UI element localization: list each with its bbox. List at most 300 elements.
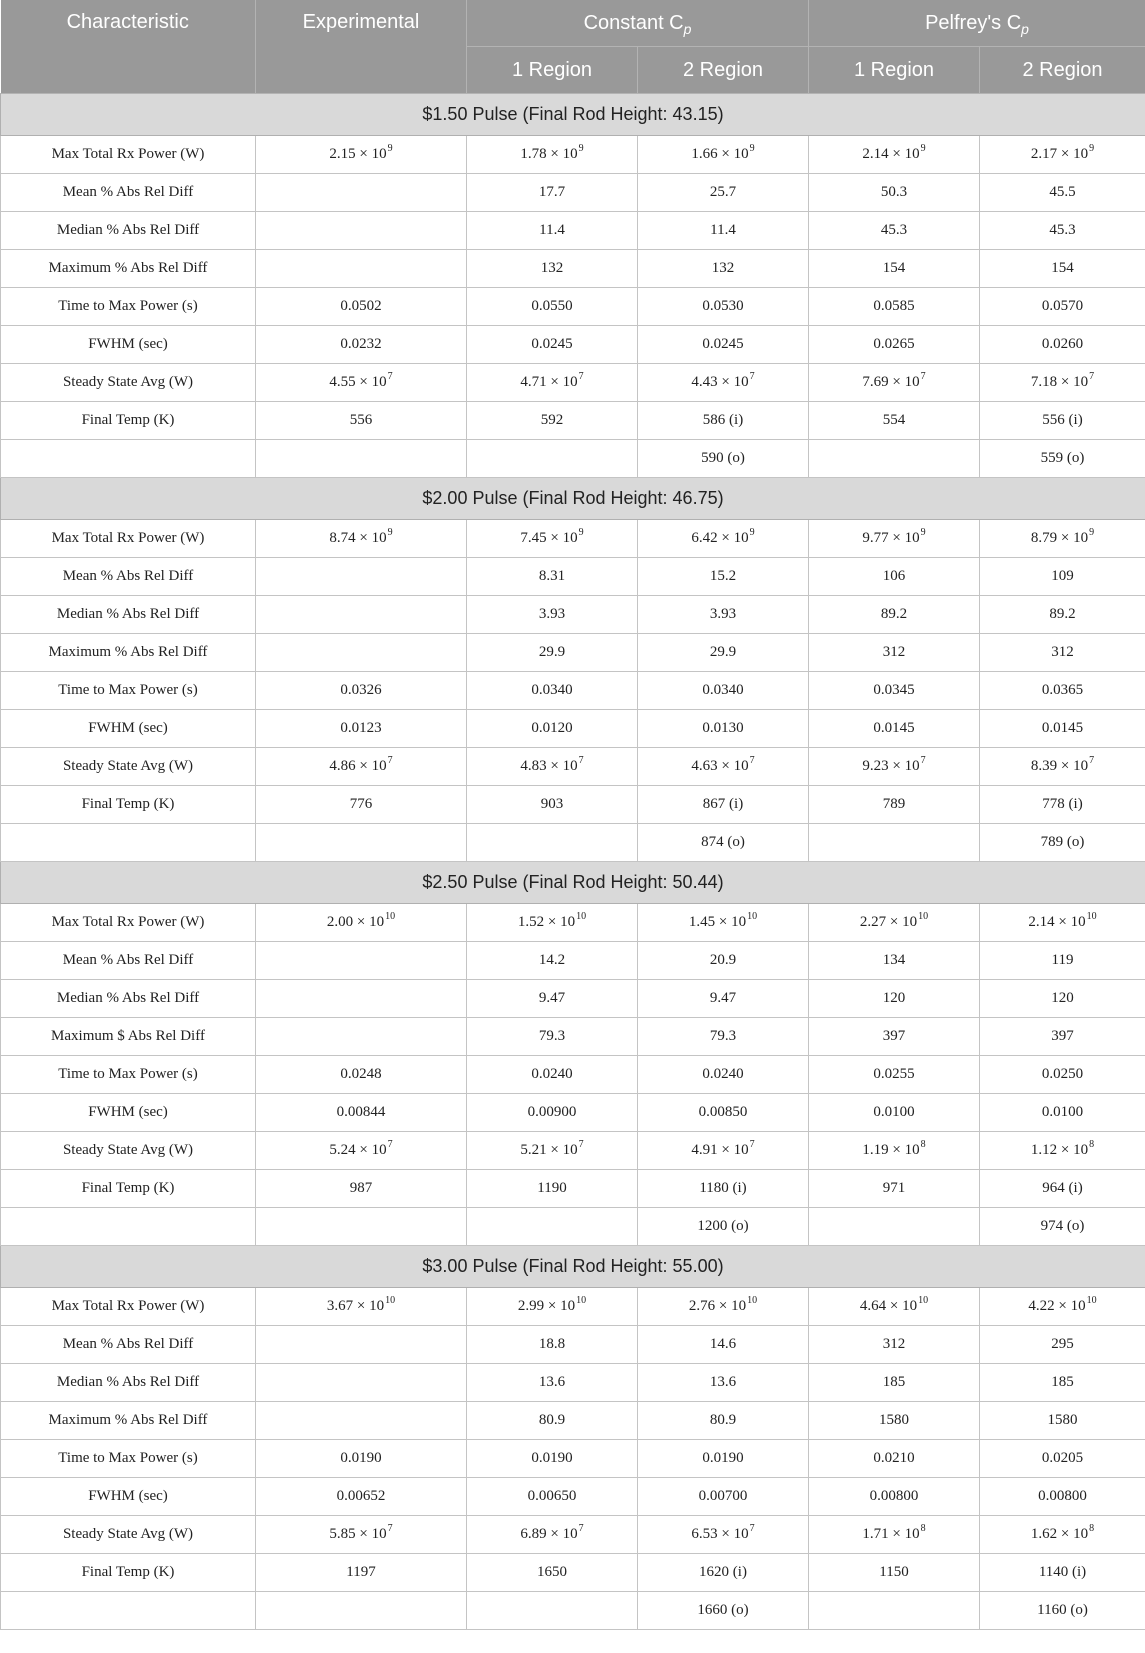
table-cell [256,1402,467,1440]
cell-value: 4.86 × 10 [329,758,387,774]
table-cell [467,672,638,710]
table-cell [809,1094,980,1132]
cell-exponent: 7 [578,1139,584,1150]
table-cell [467,1516,638,1554]
section-title: $2.50 Pulse (Final Rod Height: 50.44) [1,862,1145,904]
cell-value: 0.0365 [1041,682,1084,698]
table-row [1,1554,1145,1592]
cell-value: 89.2 [880,606,908,622]
cell-exponent: 7 [387,755,393,766]
cell-value: 8.74 × 10 [329,530,387,546]
table-row [1,1440,1145,1478]
cell-value: 1197 [346,1564,376,1580]
table-cell [980,250,1145,288]
cell-value: 5.21 × 10 [520,1142,578,1158]
cell-value: 9.77 × 10 [862,530,920,546]
table-cell [467,1132,638,1170]
table-cell [256,364,467,402]
cell-exponent: 9 [920,143,926,154]
section-title: $3.00 Pulse (Final Rod Height: 55.00) [1,1246,1145,1288]
table-cell [256,1554,467,1592]
table-cell [256,634,467,672]
table-cell [809,402,980,440]
table-row [1,1516,1145,1554]
header-constant-2-region: 2 Region [638,47,809,94]
cell-value: 8.31 [538,568,566,584]
row-label: Steady State Avg (W) [1,364,256,402]
cell-value: 13.6 [709,1374,737,1390]
table-row [1,634,1145,672]
table-cell [638,786,809,824]
table-row [1,288,1145,326]
cell-value: 0.0326 [340,682,382,698]
row-label: Final Temp (K) [1,402,256,440]
cell-exponent: 7 [749,371,755,382]
cell-value: 0.0145 [1041,720,1084,736]
cell-value: 0.0250 [1041,1066,1084,1082]
cell-value: 1.12 × 10 [1030,1142,1089,1158]
cell-value: 25.7 [709,184,737,200]
table-cell [809,904,980,942]
cell-value: 8.79 × 10 [1030,530,1089,546]
row-label: Steady State Avg (W) [1,1132,256,1170]
table-cell [256,824,467,862]
cell-value: 5.24 × 10 [329,1142,387,1158]
table-cell [256,1170,467,1208]
table-cell [467,136,638,174]
table-cell [467,174,638,212]
table-cell [467,250,638,288]
table-cell [256,748,467,786]
table-cell [467,942,638,980]
table-cell [256,440,467,478]
cell-value: 4.71 × 10 [520,374,578,390]
cell-value: 0.0570 [1041,298,1084,314]
table-cell [467,824,638,862]
table-cell [980,1132,1145,1170]
cell-value: 971 [882,1180,906,1196]
table-cell [467,212,638,250]
cell-value: 185 [882,1374,906,1390]
table-cell [467,1554,638,1592]
table-cell [256,558,467,596]
cell-value: 867 (i) [702,796,744,812]
section-row [1,94,1145,136]
row-label: Maximum % Abs Rel Diff [1,634,256,672]
table-cell [256,710,467,748]
table-cell [256,1516,467,1554]
table-cell [980,1288,1145,1326]
cell-value: 0.0248 [340,1066,382,1082]
cell-value: 0.0255 [873,1066,915,1082]
cell-value: 0.0205 [1041,1450,1084,1466]
cell-exponent: 10 [385,1295,396,1306]
table-cell [980,1440,1145,1478]
table-cell [980,596,1145,634]
table-cell [467,520,638,558]
table-cell [980,1592,1145,1630]
table-cell [809,1208,980,1246]
cell-value: 4.64 × 10 [859,1298,918,1314]
cell-value: 2.17 × 10 [1030,146,1089,162]
table-row [1,1094,1145,1132]
table-cell [256,250,467,288]
cell-value: 312 [882,1336,906,1352]
cell-value: 120 [1051,990,1074,1006]
cell-exponent: 10 [747,1295,758,1306]
table-cell [638,558,809,596]
cell-value: 45.3 [880,222,908,238]
cell-value: 18.8 [538,1336,566,1352]
table-cell [809,786,980,824]
table-cell [467,364,638,402]
table-cell [256,1018,467,1056]
cell-value: 874 (o) [701,834,745,850]
cell-value: 397 [1051,1028,1074,1044]
cell-exponent: 8 [920,1139,926,1150]
row-label: Max Total Rx Power (W) [1,904,256,942]
cell-value: 4.91 × 10 [691,1142,749,1158]
table-cell [256,672,467,710]
cell-exponent: 8 [920,1523,926,1534]
row-label: Mean % Abs Rel Diff [1,174,256,212]
cell-value: 109 [1051,568,1074,584]
table-row [1,174,1145,212]
table-cell [256,1440,467,1478]
table-cell [638,904,809,942]
table-cell [467,634,638,672]
cell-value: 0.0145 [873,720,915,736]
row-label [1,440,256,478]
cell-value: 0.0120 [531,720,573,736]
cell-value: 1150 [879,1564,909,1580]
cell-value: 0.0190 [340,1450,382,1466]
cell-value: 590 (o) [701,450,745,466]
row-label [1,1592,256,1630]
row-label: Mean % Abs Rel Diff [1,558,256,596]
section-row [1,478,1145,520]
header-experimental: Experimental [256,0,467,94]
cell-value: 0.00800 [1038,1488,1087,1504]
section-row [1,862,1145,904]
table-cell [980,1516,1145,1554]
table-cell [980,326,1145,364]
table-cell [256,1288,467,1326]
cell-value: 397 [882,1028,906,1044]
table-row [1,364,1145,402]
table-cell [809,1364,980,1402]
cell-value: 0.00800 [869,1488,919,1504]
cell-value: 2.76 × 10 [688,1298,747,1314]
table-cell [980,1554,1145,1592]
cell-value: 0.0585 [873,298,915,314]
table-cell [638,1592,809,1630]
table-row [1,212,1145,250]
table-cell [638,288,809,326]
table-cell [809,520,980,558]
cell-value: 13.6 [538,1374,566,1390]
cell-exponent: 7 [387,1139,393,1150]
table-row [1,1170,1145,1208]
table-cell [467,402,638,440]
cell-exponent: 7 [578,371,584,382]
table-cell [467,558,638,596]
cell-value: 89.2 [1049,606,1076,622]
row-label [1,824,256,862]
cell-value: 2.14 × 10 [1028,914,1086,930]
table-cell [980,980,1145,1018]
row-label: FWHM (sec) [1,326,256,364]
row-label: Time to Max Power (s) [1,672,256,710]
table-cell [809,1592,980,1630]
cell-value: 134 [882,952,906,968]
table-cell [467,1402,638,1440]
cell-exponent: 10 [918,911,929,922]
cell-value: 7.45 × 10 [520,530,578,546]
table-cell [256,786,467,824]
table-cell [809,1440,980,1478]
cell-value: 2.14 × 10 [862,146,920,162]
header-pelfrey-2-region: 2 Region [980,47,1145,94]
table-cell [809,1478,980,1516]
table-cell [467,710,638,748]
table-cell [980,402,1145,440]
cell-value: 15.2 [709,568,737,584]
table-cell [638,1326,809,1364]
cell-exponent: 9 [1089,527,1095,538]
section-title: $2.00 Pulse (Final Rod Height: 46.75) [1,478,1145,520]
cell-value: 2.27 × 10 [859,914,918,930]
table-cell [467,288,638,326]
row-label: FWHM (sec) [1,1094,256,1132]
cell-value: 0.0260 [1041,336,1084,352]
cell-value: 0.0265 [873,336,915,352]
table-cell [467,596,638,634]
cell-value: 4.22 × 10 [1028,1298,1086,1314]
table-cell [980,634,1145,672]
table-cell [809,212,980,250]
cell-value: 0.0190 [531,1450,573,1466]
cell-exponent: 7 [578,755,584,766]
cell-exponent: 7 [749,1139,755,1150]
cell-exponent: 7 [387,371,393,382]
table-row [1,1402,1145,1440]
table-cell [980,1208,1145,1246]
table-cell [467,1326,638,1364]
row-label: Mean % Abs Rel Diff [1,942,256,980]
cell-value: 1200 (o) [697,1218,749,1234]
table-cell [638,1402,809,1440]
table-cell [809,1516,980,1554]
cell-exponent: 10 [385,911,396,922]
row-label: Median % Abs Rel Diff [1,212,256,250]
cell-value: 7.18 × 10 [1030,374,1089,390]
cell-exponent: 10 [1086,911,1097,922]
table-row [1,558,1145,596]
table-row [1,1592,1145,1630]
table-cell [467,440,638,478]
table-cell [638,1208,809,1246]
cell-value: 0.0550 [531,298,573,314]
table-cell [467,980,638,1018]
cell-value: 132 [540,260,564,276]
cell-value: 0.0530 [702,298,744,314]
table-cell [809,136,980,174]
table-cell [980,364,1145,402]
table-row [1,1208,1145,1246]
table-cell [638,440,809,478]
table-row [1,710,1145,748]
cell-value: 50.3 [880,184,908,200]
table-cell [809,288,980,326]
cell-value: 79.3 [709,1028,737,1044]
row-label [1,1208,256,1246]
table-cell [809,1170,980,1208]
cell-value: 1180 (i) [699,1180,747,1196]
table-cell [638,1056,809,1094]
row-label: Max Total Rx Power (W) [1,520,256,558]
table-cell [638,980,809,1018]
cell-value: 0.0340 [531,682,573,698]
table-cell [256,596,467,634]
table-cell [256,1056,467,1094]
cell-value: 1.66 × 10 [691,146,749,162]
cell-value: 14.6 [709,1336,737,1352]
cell-value: 1.52 × 10 [517,914,576,930]
table-cell [467,1478,638,1516]
cell-value: 4.83 × 10 [520,758,578,774]
table-cell [256,942,467,980]
row-label: Maximum % Abs Rel Diff [1,250,256,288]
table-cell [980,824,1145,862]
cell-exponent: 9 [1089,143,1095,154]
table-cell [809,672,980,710]
cell-value: 0.0100 [873,1104,915,1120]
table-cell [980,174,1145,212]
table-cell [467,1364,638,1402]
table-cell [638,1132,809,1170]
row-label: Final Temp (K) [1,786,256,824]
table-cell [638,1288,809,1326]
cell-value: 106 [882,568,906,584]
table-cell [638,942,809,980]
table-cell [638,1018,809,1056]
table-row [1,672,1145,710]
cell-value: 1580 [879,1412,910,1428]
cell-value: 1620 (i) [699,1564,747,1580]
table-row [1,1056,1145,1094]
table-cell [809,1056,980,1094]
table-cell [467,1094,638,1132]
row-label: Maximum $ Abs Rel Diff [1,1018,256,1056]
table-row [1,250,1145,288]
row-label: Steady State Avg (W) [1,748,256,786]
cell-value: 14.2 [538,952,566,968]
cell-value: 778 (i) [1042,796,1083,812]
table-row [1,942,1145,980]
table-cell [980,212,1145,250]
table-cell [980,1094,1145,1132]
row-label: Mean % Abs Rel Diff [1,1326,256,1364]
table-cell [638,1170,809,1208]
cell-value: 0.00850 [698,1104,748,1120]
table-cell [256,980,467,1018]
cell-value: 3.93 [538,606,566,622]
table-cell [638,520,809,558]
cell-value: 0.0130 [702,720,744,736]
table-cell [980,904,1145,942]
table-cell [256,174,467,212]
cell-value: 1.19 × 10 [862,1142,920,1158]
cell-value: 8.39 × 10 [1030,758,1089,774]
row-label: Time to Max Power (s) [1,1440,256,1478]
header-characteristic: Characteristic [1,0,256,94]
table-cell [638,710,809,748]
cell-value: 29.9 [538,644,566,660]
cell-exponent: 9 [578,527,584,538]
table-cell [809,710,980,748]
cell-value: 0.0245 [531,336,573,352]
table-cell [638,136,809,174]
table-cell [638,250,809,288]
header-constant-cp-subscript: p [683,20,692,37]
cell-value: 45.3 [1049,222,1076,238]
row-label: Steady State Avg (W) [1,1516,256,1554]
cell-value: 80.9 [538,1412,566,1428]
cell-value: 0.0240 [531,1066,573,1082]
cell-value: 185 [1051,1374,1074,1390]
row-label: Maximum % Abs Rel Diff [1,1402,256,1440]
cell-value: 29.9 [709,644,737,660]
table-cell [809,1132,980,1170]
cell-value: 1140 (i) [1038,1564,1087,1580]
cell-value: 554 [882,412,906,428]
table-cell [980,786,1145,824]
cell-value: 154 [1051,260,1074,276]
cell-value: 3.67 × 10 [326,1298,385,1314]
header-pelfrey-cp-label: Pelfrey's C [925,11,1022,34]
table-row [1,1364,1145,1402]
table-cell [256,136,467,174]
cell-value: 1660 (o) [697,1602,749,1618]
row-label: Median % Abs Rel Diff [1,980,256,1018]
table-cell [467,326,638,364]
table-cell [256,212,467,250]
cell-value: 11.4 [710,222,736,238]
table-cell [980,1402,1145,1440]
table-cell [809,1288,980,1326]
cell-value: 312 [1051,644,1074,660]
cell-value: 11.4 [539,222,565,238]
cell-value: 556 (i) [1042,412,1083,428]
table-row [1,440,1145,478]
table-cell [638,596,809,634]
cell-value: 0.0245 [702,336,744,352]
table-cell [980,1018,1145,1056]
table-cell [980,1364,1145,1402]
cell-exponent: 9 [920,527,926,538]
cell-value: 0.0190 [702,1450,744,1466]
cell-value: 776 [349,796,373,812]
cell-value: 132 [711,260,735,276]
table-cell [980,1478,1145,1516]
table-cell [809,174,980,212]
table-row [1,1132,1145,1170]
header-pelfrey-cp [809,0,1145,47]
table-cell [638,174,809,212]
cell-value: 556 [349,412,373,428]
table-row [1,1288,1145,1326]
